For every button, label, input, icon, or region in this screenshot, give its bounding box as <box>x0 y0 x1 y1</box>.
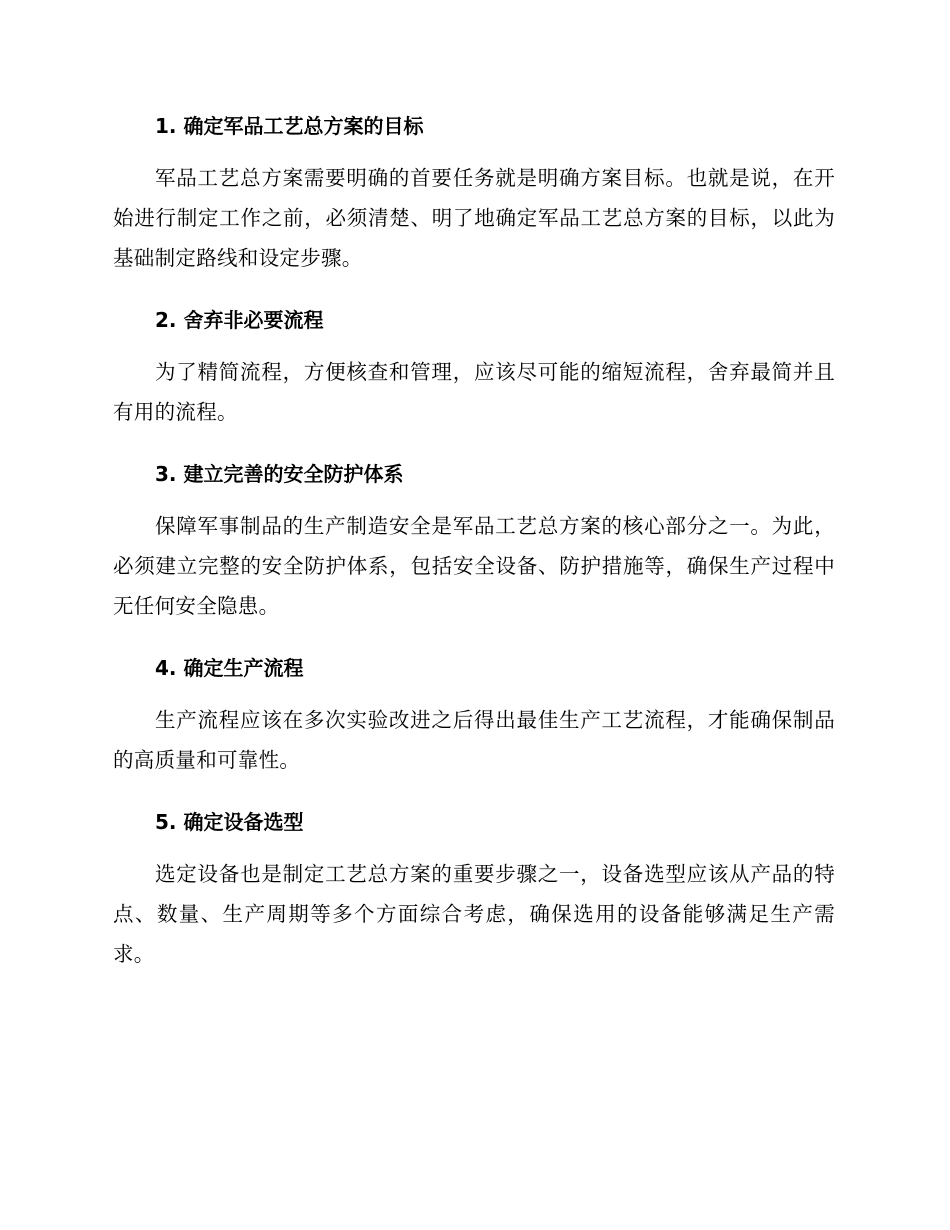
section-heading: 5. 确定设备选型 <box>155 810 304 834</box>
section-2 <box>113 302 835 432</box>
section-heading: 3. 建立完善的安全防护体系 <box>155 462 404 486</box>
section-4 <box>113 650 835 780</box>
section-paragraph: 军品工艺总方案需要明确的首要任务就是明确方案目标。也就是说，在开始进行制定工作之前，必须清楚、明了地确定军品工艺总方案的目标，以此为基础制定路线和设定步骤。 <box>113 166 835 270</box>
section-3 <box>113 456 835 626</box>
section-1 <box>113 108 835 278</box>
section-heading: 4. 确定生产流程 <box>155 656 304 680</box>
section-5 <box>113 804 835 974</box>
section-heading: 2. 舍弃非必要流程 <box>155 308 324 332</box>
section-paragraph: 保障军事制品的生产制造安全是军品工艺总方案的核心部分之一。为此，必须建立完整的安全防护体系，包括安全设备、防护措施等，确保生产过程中无任何安全隐患。 <box>113 514 835 618</box>
section-heading: 1. 确定军品工艺总方案的目标 <box>155 114 424 138</box>
section-paragraph: 为了精简流程，方便核查和管理，应该尽可能的缩短流程，舍弃最简并且有用的流程。 <box>113 360 835 424</box>
document-body <box>113 108 835 998</box>
section-paragraph: 生产流程应该在多次实验改进之后得出最佳生产工艺流程，才能确保制品的高质量和可靠性。 <box>113 708 835 772</box>
section-paragraph: 选定设备也是制定工艺总方案的重要步骤之一，设备选型应该从产品的特点、数量、生产周期等多个方面综合考虑，确保选用的设备能够满足生产需求。 <box>113 862 835 966</box>
